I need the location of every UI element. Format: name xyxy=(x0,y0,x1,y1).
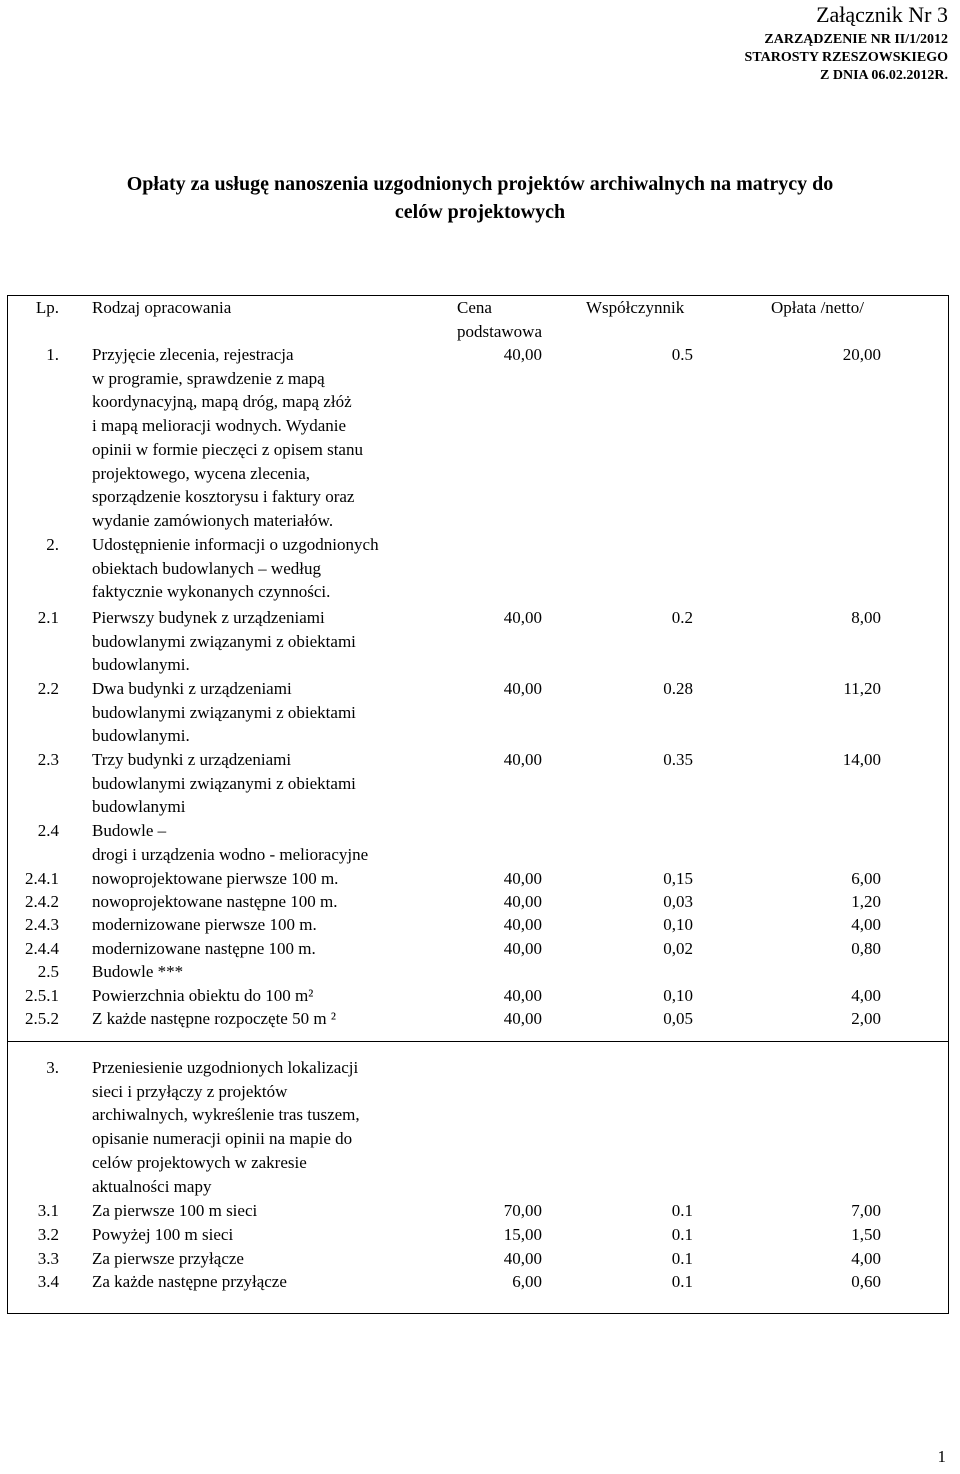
row-wspolczynnik: 0,02 xyxy=(663,939,693,958)
row-wspolczynnik: 0,05 xyxy=(663,1009,693,1028)
row-cena: 40,00 xyxy=(503,750,542,769)
row-lp: 3.4 xyxy=(37,1272,59,1291)
row-rodzaj: Dwa budynki z urządzeniami budowlanymi związanymi z obiektami budowlanymi. xyxy=(92,679,356,746)
row-lp: 2. xyxy=(46,535,59,554)
row-wspolczynnik: 0,10 xyxy=(663,915,693,934)
row-cena: 40,00 xyxy=(503,345,542,364)
row-rodzaj: modernizowane pierwsze 100 m. xyxy=(92,915,317,934)
row-wspolczynnik: 0.1 xyxy=(671,1249,693,1268)
row-rodzaj: modernizowane następne 100 m. xyxy=(92,939,316,958)
row-lp: 3.2 xyxy=(37,1225,59,1244)
row-rodzaj: Z każde następne rozpoczęte 50 m ² xyxy=(92,1009,336,1028)
row-lp: 2.4.1 xyxy=(25,869,59,888)
row-wspolczynnik: 0.1 xyxy=(671,1225,693,1244)
row-cena: 40,00 xyxy=(503,892,542,911)
row-lp: 2.4.3 xyxy=(25,915,59,934)
row-oplata: 8,00 xyxy=(851,608,881,627)
row-rodzaj: Pierwszy budynek z urządzeniami budowlanymi związanymi z obiektami budowlanymi. xyxy=(92,608,356,675)
row-oplata: 7,00 xyxy=(851,1201,881,1220)
row-wspolczynnik: 0,10 xyxy=(663,986,693,1005)
row-rodzaj: Za każde następne przyłącze xyxy=(92,1272,287,1291)
row-lp: 2.5.1 xyxy=(25,986,59,1005)
issue-date: Z DNIA 06.02.2012R. xyxy=(820,68,948,83)
row-cena: 15,00 xyxy=(503,1225,542,1244)
issuer: STAROSTY RZESZOWSKIEGO xyxy=(744,50,948,65)
row-rodzaj: Za pierwsze 100 m sieci xyxy=(92,1201,258,1220)
row-rodzaj: Budowle – drogi i urządzenia wodno - melioracyjne xyxy=(92,821,369,864)
row-wspolczynnik: 0,03 xyxy=(663,892,693,911)
row-lp: 3. xyxy=(46,1058,59,1077)
row-rodzaj: Za pierwsze przyłącze xyxy=(92,1249,244,1268)
row-lp: 2.3 xyxy=(37,750,59,769)
row-lp: 2.4.4 xyxy=(25,939,59,958)
fee-table xyxy=(7,295,949,1314)
row-cena: 40,00 xyxy=(503,608,542,627)
row-lp: 2.4.2 xyxy=(25,892,59,911)
row-cena: 40,00 xyxy=(503,869,542,888)
row-rodzaj: Powierzchnia obiektu do 100 m² xyxy=(92,986,314,1005)
page-title: Opłaty za usługę nanoszenia uzgodnionych projektów archiwalnych na matrycy do celów projektowych xyxy=(126,173,834,223)
row-lp: 2.5.2 xyxy=(25,1009,59,1028)
attachment-label: Załącznik Nr 3 xyxy=(816,2,948,27)
row-lp: 2.5 xyxy=(37,962,59,981)
row-oplata: 4,00 xyxy=(851,915,881,934)
row-oplata: 20,00 xyxy=(842,345,881,364)
row-rodzaj: Przeniesienie uzgodnionych lokalizacji sieci i przyłączy z projektów archiwalnych, wykreślenie tras tuszem, opisanie numeracji opinii na mapie do celów projektowych w zakresie aktualności mapy xyxy=(92,1058,360,1196)
row-rodzaj: nowoprojektowane następne 100 m. xyxy=(92,892,338,911)
column-header-cena: Cena podstawowa xyxy=(457,298,542,341)
column-header-oplata: Opłata /netto/ xyxy=(771,298,865,317)
column-header-rodzaj: Rodzaj opracowania xyxy=(92,298,232,317)
row-lp: 3.1 xyxy=(37,1201,59,1220)
column-header-wspolczynnik: Współczynnik xyxy=(586,298,685,317)
row-lp: 1. xyxy=(46,345,59,364)
row-rodzaj: Budowle *** xyxy=(92,962,184,981)
page-number: 1 xyxy=(937,1447,946,1466)
row-rodzaj: Powyżej 100 m sieci xyxy=(92,1225,234,1244)
row-wspolczynnik: 0.1 xyxy=(671,1272,693,1291)
row-cena: 70,00 xyxy=(503,1201,542,1220)
row-oplata: 1,20 xyxy=(851,892,881,911)
row-cena: 40,00 xyxy=(503,1249,542,1268)
section-divider xyxy=(8,1041,948,1042)
row-cena: 40,00 xyxy=(503,679,542,698)
order-number: ZARZĄDZENIE NR II/1/2012 xyxy=(764,32,948,47)
column-header-lp: Lp. xyxy=(35,298,59,317)
row-oplata: 0,80 xyxy=(851,939,881,958)
row-oplata: 4,00 xyxy=(851,986,881,1005)
row-oplata: 11,20 xyxy=(843,679,881,698)
row-wspolczynnik: 0.2 xyxy=(671,608,693,627)
row-rodzaj: Przyjęcie zlecenia, rejestracja w programie, sprawdzenie z mapą koordynacyjną, mapą dróg, mapą złóż i mapą melioracji wodnych. Wydanie opinii w formie pieczęci z opisem stanu projektowego, wycena zlecenia, sporządzenie kosztorysu i faktury oraz wydanie zamówionych materiałów. xyxy=(92,345,363,530)
row-rodzaj: Trzy budynki z urządzeniami budowlanymi związanymi z obiektami budowlanymi xyxy=(92,750,356,817)
row-wspolczynnik: 0.28 xyxy=(663,679,693,698)
row-cena: 40,00 xyxy=(503,939,542,958)
row-lp: 3.3 xyxy=(37,1249,59,1268)
row-cena: 40,00 xyxy=(503,1009,542,1028)
row-cena: 6,00 xyxy=(512,1272,542,1291)
row-wspolczynnik: 0.35 xyxy=(663,750,693,769)
row-lp: 2.1 xyxy=(37,608,59,627)
row-rodzaj: Udostępnienie informacji o uzgodnionych obiektach budowlanych – według faktycznie wykonanych czynności. xyxy=(92,535,379,602)
row-cena: 40,00 xyxy=(503,915,542,934)
row-oplata: 1,50 xyxy=(851,1225,881,1244)
row-rodzaj: nowoprojektowane pierwsze 100 m. xyxy=(92,869,339,888)
row-wspolczynnik: 0,15 xyxy=(663,869,693,888)
row-lp: 2.2 xyxy=(37,679,59,698)
row-oplata: 14,00 xyxy=(842,750,881,769)
row-wspolczynnik: 0.5 xyxy=(671,345,693,364)
row-lp: 2.4 xyxy=(37,821,59,840)
row-wspolczynnik: 0.1 xyxy=(671,1201,693,1220)
row-cena: 40,00 xyxy=(503,986,542,1005)
row-oplata: 6,00 xyxy=(851,869,881,888)
row-oplata: 4,00 xyxy=(851,1249,881,1268)
row-oplata: 0,60 xyxy=(851,1272,881,1291)
row-oplata: 2,00 xyxy=(851,1009,881,1028)
